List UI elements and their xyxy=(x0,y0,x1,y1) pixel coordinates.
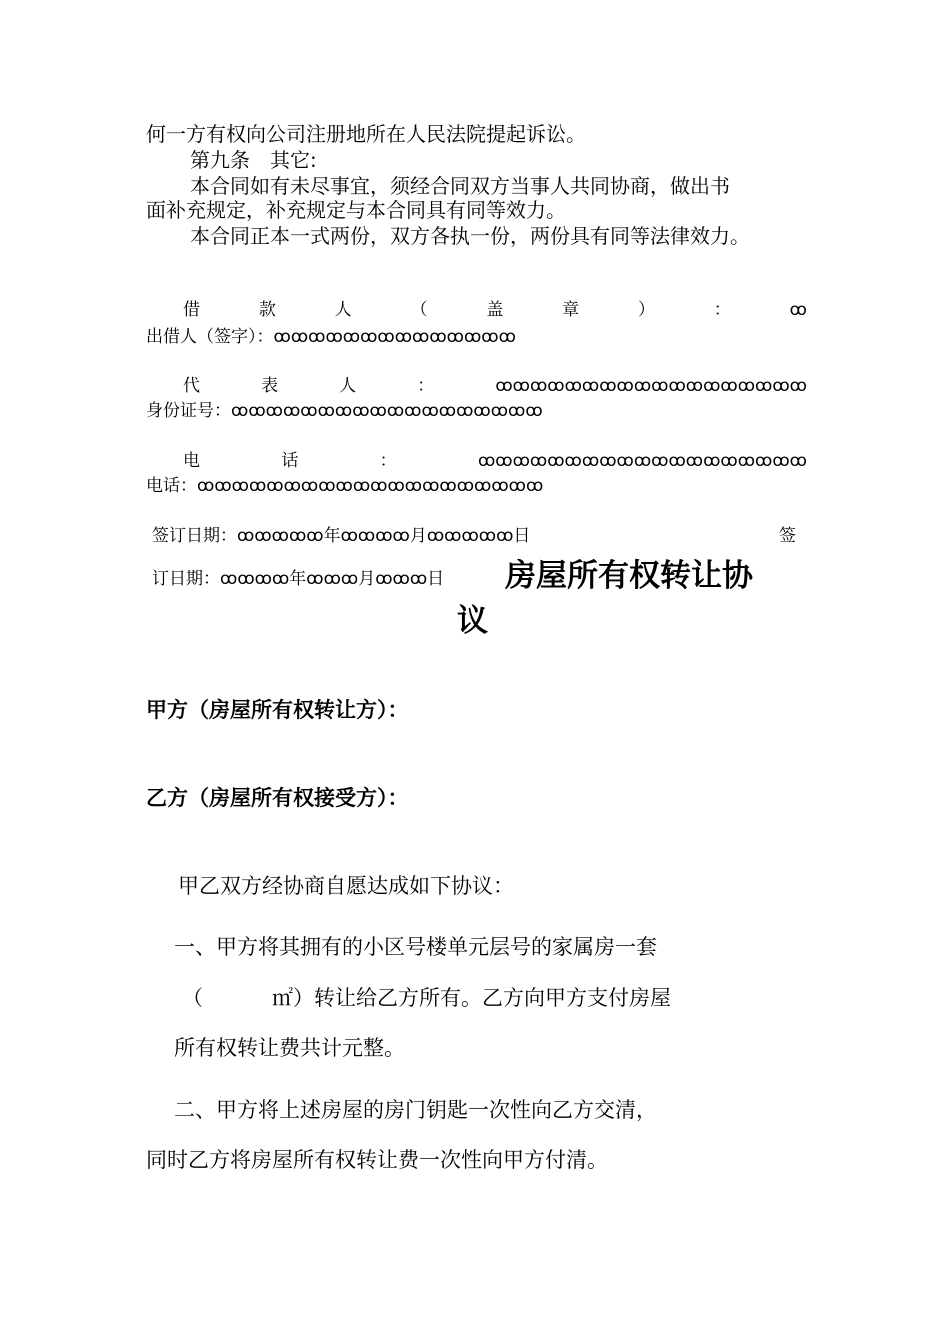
article9-title: 第九条 其它: xyxy=(190,148,317,172)
borrower-char: 款 xyxy=(258,300,276,320)
article9-para1-line1: 本合同如有未尽事宜，须经合同双方当事人共同协商，做出书 xyxy=(190,174,730,198)
clause-1-line1: 一、甲方将其拥有的小区号楼单元层号的家属房一套 xyxy=(174,935,657,959)
clause-2-line2: 同时乙方将房屋所有权转让费一次性向甲方付清。 xyxy=(146,1148,608,1172)
agreement-intro: 甲乙双方经协商自愿达成如下协议： xyxy=(178,874,514,898)
id-number-line: 身份证号：ꝏꝏꝏꝏꝏꝏꝏꝏꝏꝏꝏꝏꝏꝏꝏꝏꝏꝏ xyxy=(146,401,543,421)
phone-char: 话 xyxy=(281,451,299,471)
phone-fill: ꝏꝏꝏꝏꝏꝏꝏꝏꝏꝏꝏꝏꝏꝏꝏꝏꝏꝏꝏ xyxy=(477,451,807,471)
borrower-char: ： xyxy=(713,300,731,320)
borrower-char: ） xyxy=(637,300,655,320)
rep-char: 代 xyxy=(183,376,200,396)
rep-fill: ꝏꝏꝏꝏꝏꝏꝏꝏꝏꝏꝏꝏꝏꝏꝏꝏꝏꝏ xyxy=(495,376,807,396)
borrower-char: 人 xyxy=(334,300,352,320)
phone-char: ： xyxy=(379,451,397,471)
clause-2-line1: 二、甲方将上述房屋的房门钥匙一次性向乙方交清， xyxy=(174,1098,657,1122)
signing-date-2: 订日期：ꝏꝏꝏꝏ年ꝏꝏꝏ月ꝏꝏꝏ日 xyxy=(152,569,445,589)
rep-char: 人 xyxy=(339,376,357,396)
rep-char: ： xyxy=(417,376,435,396)
phone-line xyxy=(183,450,807,472)
borrower-char: （ xyxy=(410,300,428,320)
clause-1-line2: ㎡）转让给乙方所有。乙方向甲方支付房屋 xyxy=(272,986,671,1010)
clause-1-line3: 所有权转让费共计元整。 xyxy=(174,1036,405,1060)
party-a-label: 甲方（房屋所有权转让方）： xyxy=(146,697,409,722)
signing-date-2-head: 签 xyxy=(779,526,796,546)
article9-para2: 本合同正本一式两份，双方各执一份，两份具有同等法律效力。 xyxy=(190,224,750,248)
borrower-char: 借 xyxy=(183,300,200,320)
lender-signature-line: 出借人（签字）：ꝏꝏꝏꝏꝏꝏꝏꝏꝏꝏꝏꝏꝏꝏ xyxy=(146,327,516,347)
phone-line-2: 电话：ꝏꝏꝏꝏꝏꝏꝏꝏꝏꝏꝏꝏꝏꝏꝏꝏꝏꝏꝏꝏ xyxy=(146,476,544,496)
borrower-char: 盖 xyxy=(486,300,504,320)
rep-char: 表 xyxy=(261,376,279,396)
agreement-title-line1: 房屋所有权转让协 xyxy=(505,558,753,594)
party-b-label: 乙方（房屋所有权接受方）： xyxy=(146,785,409,810)
borrower-fill: ꝏ xyxy=(789,300,807,320)
borrower-seal-line xyxy=(183,299,807,321)
clause-continuation: 何一方有权向公司注册地所在人民法院提起诉讼。 xyxy=(146,122,586,146)
signing-date-1: 签订日期：ꝏꝏꝏꝏꝏ年ꝏꝏꝏꝏ月ꝏꝏꝏꝏꝏ日 xyxy=(152,526,531,546)
agreement-title-line2: 议 xyxy=(457,603,488,639)
borrower-char: 章 xyxy=(562,300,580,320)
article9-para1-line2: 面补充规定，补充规定与本合同具有同等效力。 xyxy=(146,198,566,222)
clause-1-line2-open: （ xyxy=(182,986,203,1010)
phone-char: 电 xyxy=(183,451,200,471)
representative-line xyxy=(183,375,807,397)
